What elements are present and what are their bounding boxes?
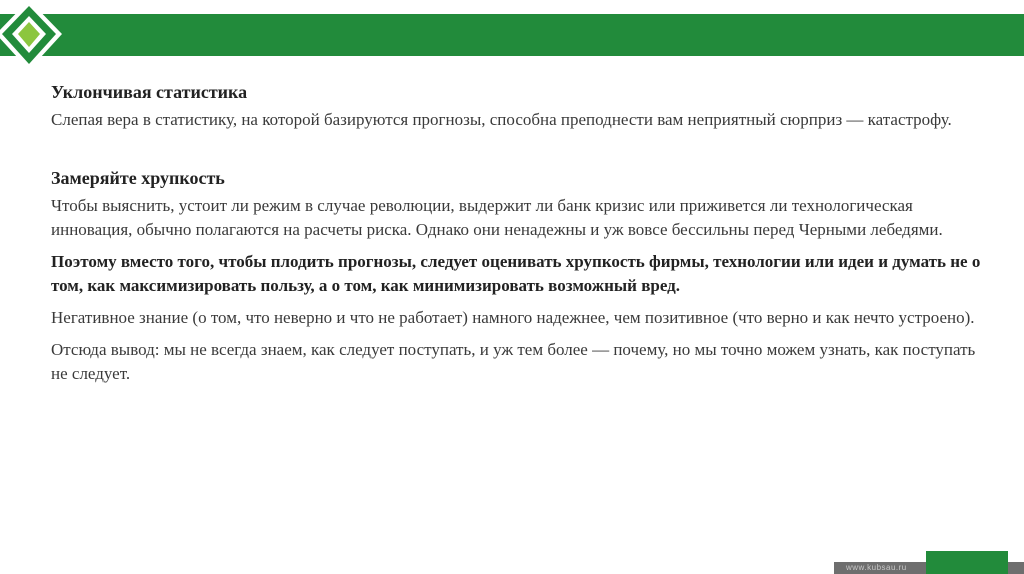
logo-diamond-icon (0, 0, 66, 74)
header-bar (0, 14, 1024, 56)
paragraph: Чтобы выяснить, устоит ли режим в случае революции, выдержит ли банк кризис или приживется ли технологическая инновация, обычно полагаются на расчеты риска. Однако они ненадежны и уж вовсе бессильны перед Черными лебедями. (51, 196, 943, 239)
slide-content (51, 80, 991, 394)
section-title-statistics: Уклончивая статистика (51, 82, 248, 102)
paragraph: Отсюда вывод: мы не всегда знаем, как следует поступать, и уж тем более — почему, но мы точно можем узнать, как поступать не следует. (51, 340, 976, 383)
paragraph-emphasis: Поэтому вместо того, чтобы плодить прогнозы, следует оценивать хрупкость фирмы, технологии или идеи и думать не о том, как максимизировать пользу, а о том, как минимизировать возможный вред. (51, 252, 981, 295)
paragraph: Слепая вера в статистику, на которой базируются прогнозы, способна преподнести вам неприятный сюрприз — катастрофу. (51, 110, 952, 129)
footer-url: www.kubsau.ru (846, 563, 907, 572)
footer-accent (926, 551, 1008, 574)
section-title-fragility: Замеряйте хрупкость (51, 168, 225, 188)
paragraph: Негативное знание (о том, что неверно и что не работает) намного надежнее, чем позитивное (что верно и как нечто устроено). (51, 308, 975, 327)
